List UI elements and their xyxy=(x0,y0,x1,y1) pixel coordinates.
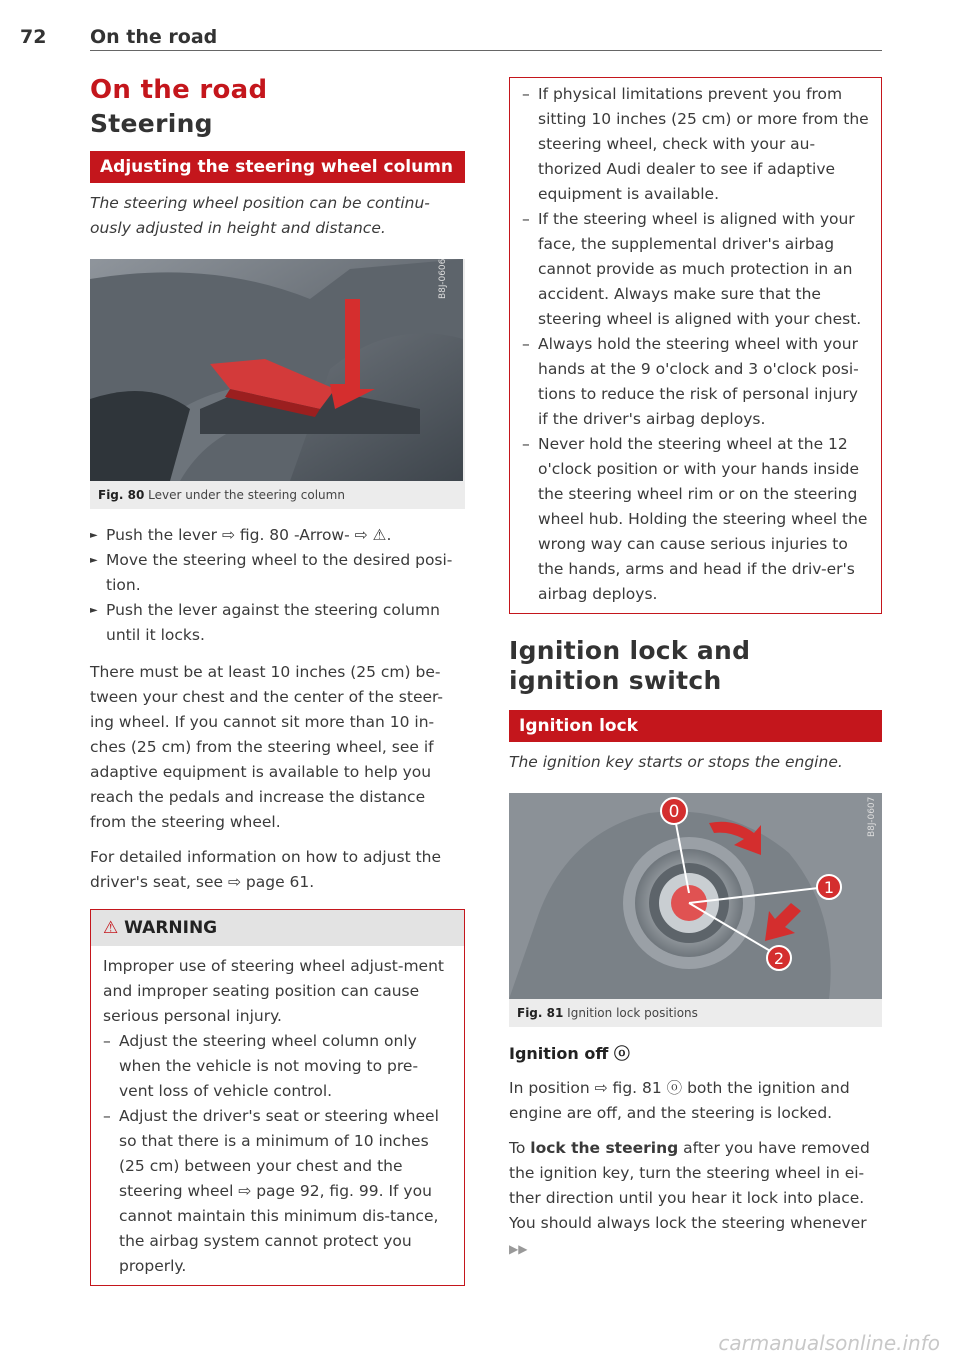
warning-list xyxy=(103,1029,452,1279)
figure-80-caption xyxy=(90,481,465,509)
section-intro: The steering wheel position can be continu-ously adjusted in height and distance. xyxy=(90,194,430,237)
section-title: Ignition lock and ignition switch xyxy=(509,636,751,695)
warning-icon: ⚠ xyxy=(103,918,119,938)
figure-81-caption-text: Ignition lock positions xyxy=(567,1006,698,1020)
position-2-label: 2 xyxy=(773,949,785,968)
warning-item: – Always hold the steering wheel with your hands at the 9 o'clock and 3 o'clock posi-tions to reduce the risk of personal injury if the driver's airbag deploys. xyxy=(522,335,859,428)
figure-81-label: Fig. 81 xyxy=(517,1006,564,1020)
steering-lever-illustration xyxy=(90,259,463,481)
warning-intro: Improper use of steering wheel adjust-ment and improper seating position can cause serious personal injury. xyxy=(103,957,444,1025)
running-header: On the road xyxy=(90,26,218,48)
warning-item: – If the steering wheel is aligned with your face, the supplemental driver's airbag cannot provide as much protection in an accident. Always make sure that the steering wheel is aligned with your chest. xyxy=(522,210,862,328)
warning-list-continued xyxy=(522,82,869,607)
figure-80-caption-text: Lever under the steering column xyxy=(148,488,345,502)
warning-heading: ⚠ WARNING xyxy=(91,910,464,946)
figure-81-image xyxy=(509,793,882,999)
figure-81-caption xyxy=(509,999,882,1027)
left-column xyxy=(90,75,465,1286)
body-paragraph: In position ⇨ fig. 81 ⓞ both the ignition and engine are off, and the steering is locked. xyxy=(509,1079,850,1122)
warning-item: – Adjust the driver's seat or steering wheel so that there is a minimum of 10 inches (25 cm) between your chest and the steering wheel ⇨ page 92, fig. 99. If you cannot maintain this minimum dis-tance, the airbag system cannot protect you properly. xyxy=(103,1107,439,1275)
position-1-label: 1 xyxy=(823,878,835,897)
ignition-lock-illustration xyxy=(509,793,882,999)
step-item: ► Move the steering wheel to the desired posi-tion. xyxy=(90,548,465,598)
warning-box xyxy=(90,909,465,1286)
warning-body xyxy=(91,946,464,1285)
warning-item: – If physical limitations prevent you from sitting 10 inches (25 cm) or more from the steering wheel, check with your au-thorized Audi dealer to see if adaptive equipment is available. xyxy=(522,85,869,203)
step-item: ► Push the lever against the steering column until it locks. xyxy=(90,598,465,648)
figure-80-label: Fig. 80 xyxy=(98,488,145,502)
warning-item: – Adjust the steering wheel column only when the vehicle is not moving to pre-vent loss of vehicle control. xyxy=(103,1032,419,1100)
warning-box-continued xyxy=(509,77,882,614)
step-arrow-icon: ► xyxy=(90,555,98,566)
header-rule xyxy=(90,50,882,51)
figure-80-image xyxy=(90,259,465,481)
page-number: 72 xyxy=(20,26,47,48)
position-0-label: 0 xyxy=(668,802,680,822)
figure-80 xyxy=(90,259,465,509)
chapter-title: On the road xyxy=(90,75,268,105)
right-column xyxy=(509,77,882,1262)
bold-phrase: lock the steering xyxy=(530,1139,679,1157)
body-paragraph: To lock the steering after you have removed the ignition key, turn the steering wheel in ei-ther direction until you hear it lock into place. You should always lock the steering whenever ▶▶ xyxy=(509,1139,870,1256)
step-arrow-icon: ► xyxy=(90,605,98,616)
section-bar: Ignition lock xyxy=(509,710,882,742)
section-intro: The ignition key starts or stops the engine. xyxy=(509,753,843,771)
figure-80-code: B8J-0606 xyxy=(438,259,448,299)
body-paragraph: For detailed information on how to adjust the driver's seat, see ⇨ page 61. xyxy=(90,848,442,891)
section-title: Steering xyxy=(90,109,213,138)
step-item: ► Push the lever ⇨ fig. 80 -Arrow- ⇨ ⚠. xyxy=(90,523,465,548)
ignition-off-heading: Ignition off ⓞ xyxy=(509,1044,630,1063)
warning-item: – Never hold the steering wheel at the 12 o'clock position or with your hands inside the steering wheel rim or on the steering wheel hub. Holding the steering wheel the wrong way can cause serious injuries to the hands, arms and head if the driv-er's airbag deploys. xyxy=(522,435,868,603)
section-bar: Adjusting the steering wheel column xyxy=(90,151,465,183)
step-arrow-icon: ► xyxy=(90,530,98,541)
figure-81-code: B8J-0607 xyxy=(867,796,877,837)
body-paragraph: There must be at least 10 inches (25 cm) be-tween your chest and the center of the steer-ing wheel. If you cannot sit more than 10 in-ches (25 cm) from the steering wheel, see if adaptive equipment is available to help you reach the pedals and increase the distance from the steering wheel. xyxy=(90,663,443,831)
figure-81 xyxy=(509,793,882,1027)
step-list xyxy=(90,523,465,648)
continue-arrow-icon: ▶▶ xyxy=(509,1242,528,1256)
watermark: carmanualsonline.info xyxy=(718,1331,940,1355)
